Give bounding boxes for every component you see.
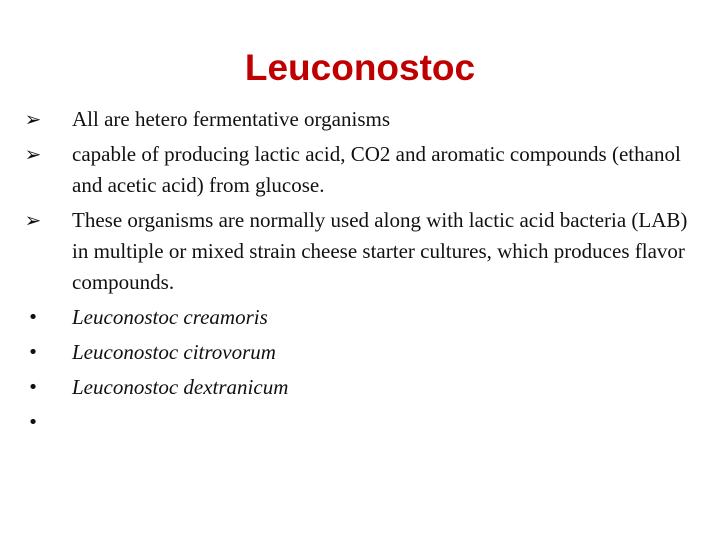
list-item	[22, 407, 702, 438]
list-item	[22, 337, 702, 368]
list-item	[22, 372, 702, 403]
arrow-bullet-icon: ➢	[24, 107, 42, 131]
dot-bullet-icon: •	[27, 377, 39, 398]
slide-title: Leuconostoc	[244, 47, 476, 88]
arrow-bullet-icon: ➢	[24, 142, 42, 166]
dot-bullet-icon: •	[27, 412, 39, 433]
arrow-bullet-icon: ➢	[24, 208, 42, 232]
bullet-text: capable of producing lactic acid, CO2 and aromatic compounds (ethanol and acetic acid) from glucose.	[72, 142, 681, 197]
dot-bullet-icon: •	[27, 307, 39, 328]
list-item	[22, 139, 702, 201]
bullet-text	[72, 410, 77, 434]
bullet-text: These organisms are normally used along with lactic acid bacteria (LAB) in multiple or mixed strain cheese starter cultures, which produces flavor compounds.	[72, 208, 688, 294]
bullet-text: Leuconostoc creamoris	[72, 305, 268, 329]
dot-bullet-icon: •	[27, 342, 39, 363]
bullet-text: Leuconostoc citrovorum	[72, 340, 276, 364]
bullet-text: All are hetero fermentative organisms	[72, 107, 390, 131]
list-item	[22, 205, 702, 298]
list-item	[22, 104, 702, 135]
bullet-text: Leuconostoc dextranicum	[72, 375, 289, 399]
list-item	[22, 302, 702, 333]
bullet-list	[22, 104, 702, 442]
